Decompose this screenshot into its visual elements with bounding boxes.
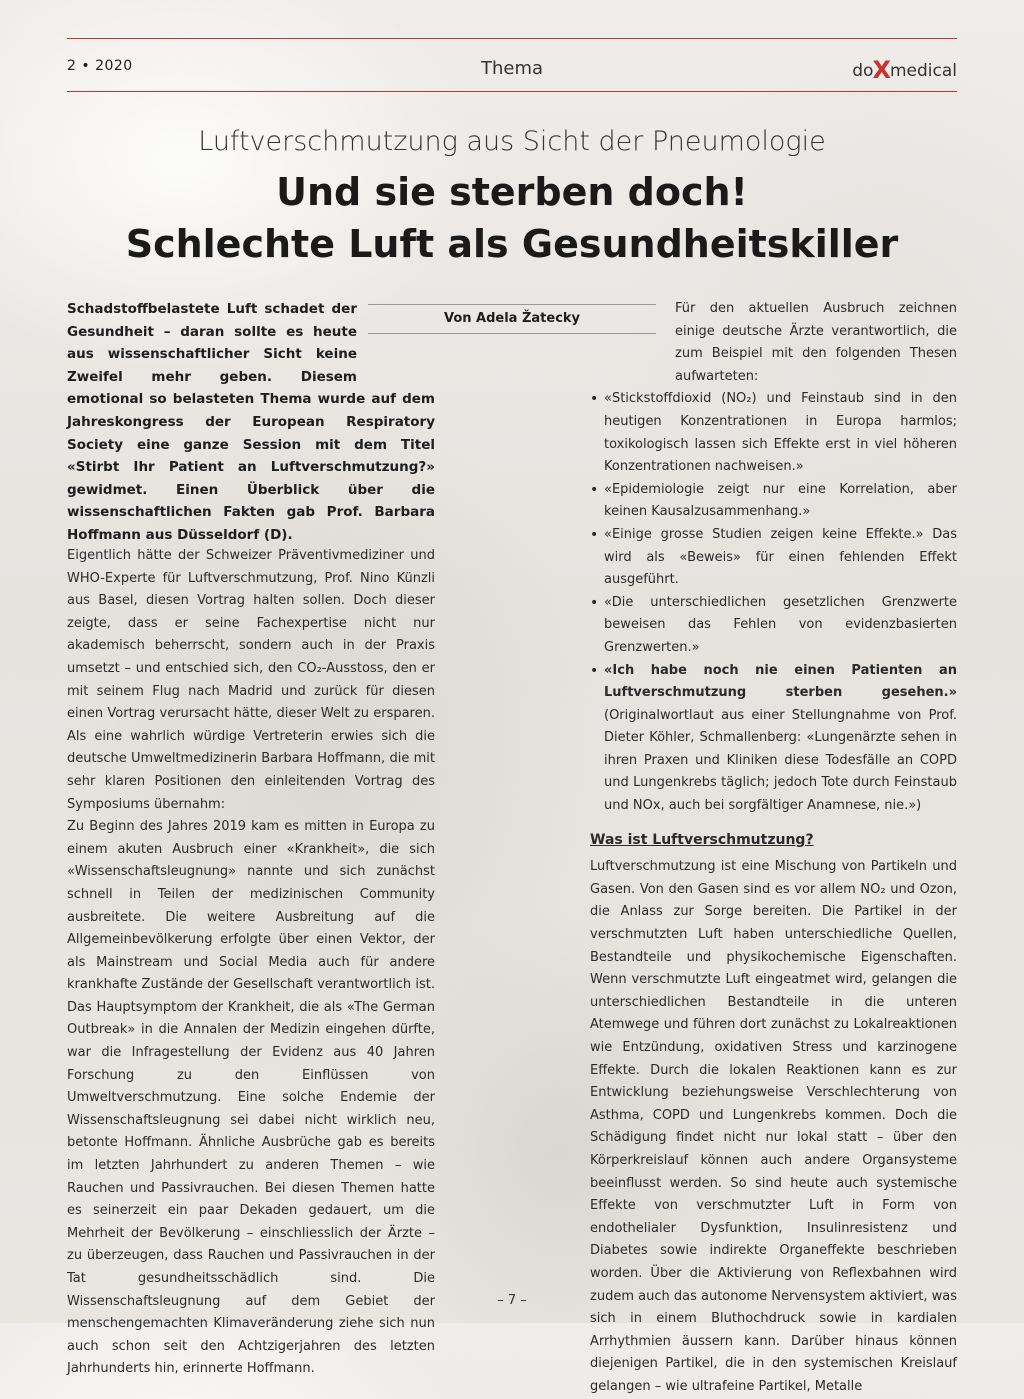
left-column-body xyxy=(67,545,435,1381)
logo-x: X xyxy=(872,56,891,84)
section-subhead: Was ist Luftverschmutzung? xyxy=(590,831,814,848)
thesis-quote-bold: «Ich habe noch nie einen Patienten an Luftverschmutzung sterben gesehen.» xyxy=(604,662,957,701)
logo-right: medical xyxy=(889,61,957,81)
thesis-item: • «Stickstoffdioxid (NO₂) und Feinstaub sind in den heutigen Konzentrationen in Europa harmlos; toxikologisch lassen sich Effekte erst in viel höheren Konzentrationen nachweisen.» xyxy=(590,388,957,478)
title-line-2: Schlechte Luft als Gesundheitskiller xyxy=(125,222,899,266)
article-title xyxy=(0,166,1024,270)
section-label: Thema xyxy=(480,58,544,79)
body-paragraph-2: Zu Beginn des Jahres 2019 kam es mitten in Europa zu einem akuten Ausbruch einer «Krankheit», die sich «Wissenschaftsleugnung» nannte und sich zunächst schnell in Teilen der medizinischen Community ausbreitete. Die weitere Ausbreitung auf die Allgemeinbevölkerung erfolgte über einen Vektor, der als Mainstream und Social Media auch für andere krankhafte Zustände der Gesellschaft verantwortlich ist. Das Hauptsymptom der Krankheit, die als «The German Outbreak» in die Annalen der Medizin eingehen dürfte, war die Infragestellung der Evidenz aus 40 Jahren Forschung zu den Einflüssen von Umweltverschmutzung. Eine solche Endemie der Wissenschaftsleugnung sei dabei nicht wirklich neu, betonte Hoffmann. Ähnliche Ausbrüche gab es bereits im letzten Jahrhundert zu anderen Themen – wie Rauchen und Passivrauchen. Bei diesen Themen hatte es seinerzeit ein paar Dekaden gedauert, um die Mehrheit der Bevölkerung – einschliesslich der Ärzte – zu überzeugen, dass Rauchen und Passivrauchen in der Tat gesundheitsschädlich sind. Die Wissenschaftsleugnung auf dem Gebiet der menschengemachten Klimaveränderung ziehe sich nun auch schon seit den Achtzigerjahren des letzten Jahrhunderts hin, erinnerte Hoffmann. xyxy=(67,819,435,1377)
page-number: – 7 – xyxy=(497,1293,527,1308)
theses-list xyxy=(590,388,957,817)
right-intro: Für den aktuellen Ausbruch zeichnen einige deutsche Ärzte verantwortlich, die zum Beispiel mit den folgenden Thesen aufwarteten: xyxy=(675,301,957,384)
article-kicker: Luftverschmutzung aus Sicht der Pneumologie xyxy=(198,126,826,157)
domedical-logo xyxy=(852,54,957,82)
thesis-item: • «Epidemiologie zeigt nur eine Korrelation, aber keinen Kausalzusammenhang.» xyxy=(590,479,957,524)
issue-number: 2 • 2020 xyxy=(67,58,133,74)
byline: Von Adela Žatecky xyxy=(368,304,656,334)
right-body-paragraph: Luftverschmutzung ist eine Mischung von Partikeln und Gasen. Von den Gasen sind es vor allem NO₂ und Ozon, die Anlass zur Sorge bereiten. Die Partikel in der verschmutzten Luft haben unterschiedliche Quellen, Bestandteile und physikochemische Eigenschaften. Wenn verschmutzte Luft eingeatmet wird, gelangen die unterschiedlichen Bestandteile in die unteren Atemwege und führen dort zunächst zu Lokalreaktionen wie Entzündung, oxidativen Stress und karzinogene Effekte. Durch die lokalen Reaktionen kann es zur Entwicklung beziehungsweise Verschlechterung von Asthma, COPD und Lungenkrebs kommen. Doch die Schädigung findet nicht nur lokal statt – über den Körperkreislauf können auch andere Organsysteme beeinflusst werden. So sind heute auch systemische Effekte von verschmutzter Luft in Form von endothelialer Dysfunktion, Insulinresistenz und Diabetes sowie indirekte Organeffekte beschrieben worden. Über die Aktivierung von Reflexbahnen wird zudem auch das autonome Nervensystem aktiviert, was sich in einem Bluthochdruck sowie in kardialen Arrhythmien äussern kann. Darüber hinaus können diejenigen Partikel, die in den systemischen Kreislauf gelangen – wie ultrafeine Partikel, Metalle xyxy=(590,859,957,1394)
header-top-rule xyxy=(67,38,957,39)
right-column xyxy=(590,298,957,1399)
body-paragraph-1: Eigentlich hätte der Schweizer Präventivmediziner und WHO-Experte für Luftverschmutzung, Prof. Nino Künzli aus Basel, diesen Vortrag halten sollen. Doch dieser zeigte, dass er seine Fachexpertise nicht nur akademisch beherrscht, sondern auch in der Praxis umsetzt – und entschied sich, den CO₂-Ausstoss, den er mit seinem Flug nach Madrid und zurück für diesen einen Vortrag verursacht hätte, dieser Welt zu ersparen. Als eine wahrlich würdige Vertreterin erwies sich die deutsche Umweltmedizinerin Barbara Hoffmann, die mit sehr klaren Positionen den einleitenden Vortrag des Symposiums übernahm: xyxy=(67,548,435,812)
thesis-item xyxy=(590,660,957,818)
thesis-item: • «Die unterschiedlichen gesetzlichen Grenzwerte beweisen das Fehlen von evidenzbasierten Grenzwerten.» xyxy=(590,592,957,660)
title-line-1: Und sie sterben doch! xyxy=(276,170,748,214)
lead-paragraph: Schadstoffbelastete Luft schadet der Gesundheit – daran sollte es heute aus wissenschaftlicher Sicht keine Zweifel mehr geben. Diesem emotional so belasteten Thema wurde auf dem Jahreskongress der European Respiratory Society eine ganze Session mit dem Titel «Stirbt Ihr Patient an Luftverschmutzung?» gewidmet. Einen Überblick über die wissenschaftlichen Fakten gab Prof. Barbara Hoffmann aus Düsseldorf (D). xyxy=(67,301,435,543)
thesis-item: • «Einige grosse Studien zeigen keine Effekte.» Das wird als «Beweis» für einen fehlenden Effekt ausgeführt. xyxy=(590,524,957,592)
logo-left: do xyxy=(852,61,874,81)
header-bottom-rule xyxy=(67,91,957,92)
thesis-quote-rest: (Originalwortlaut aus einer Stellungnahme von Prof. Dieter Köhler, Schmallenberg: «Lungenärzte sehen in ihren Praxen und Kliniken diese Todesfälle an COPD und Lungenkrebs täglich; jedoch Tote durch Feinstaub und NOx, auch bei sorgfältiger Anamnese, nie.») xyxy=(604,707,957,814)
